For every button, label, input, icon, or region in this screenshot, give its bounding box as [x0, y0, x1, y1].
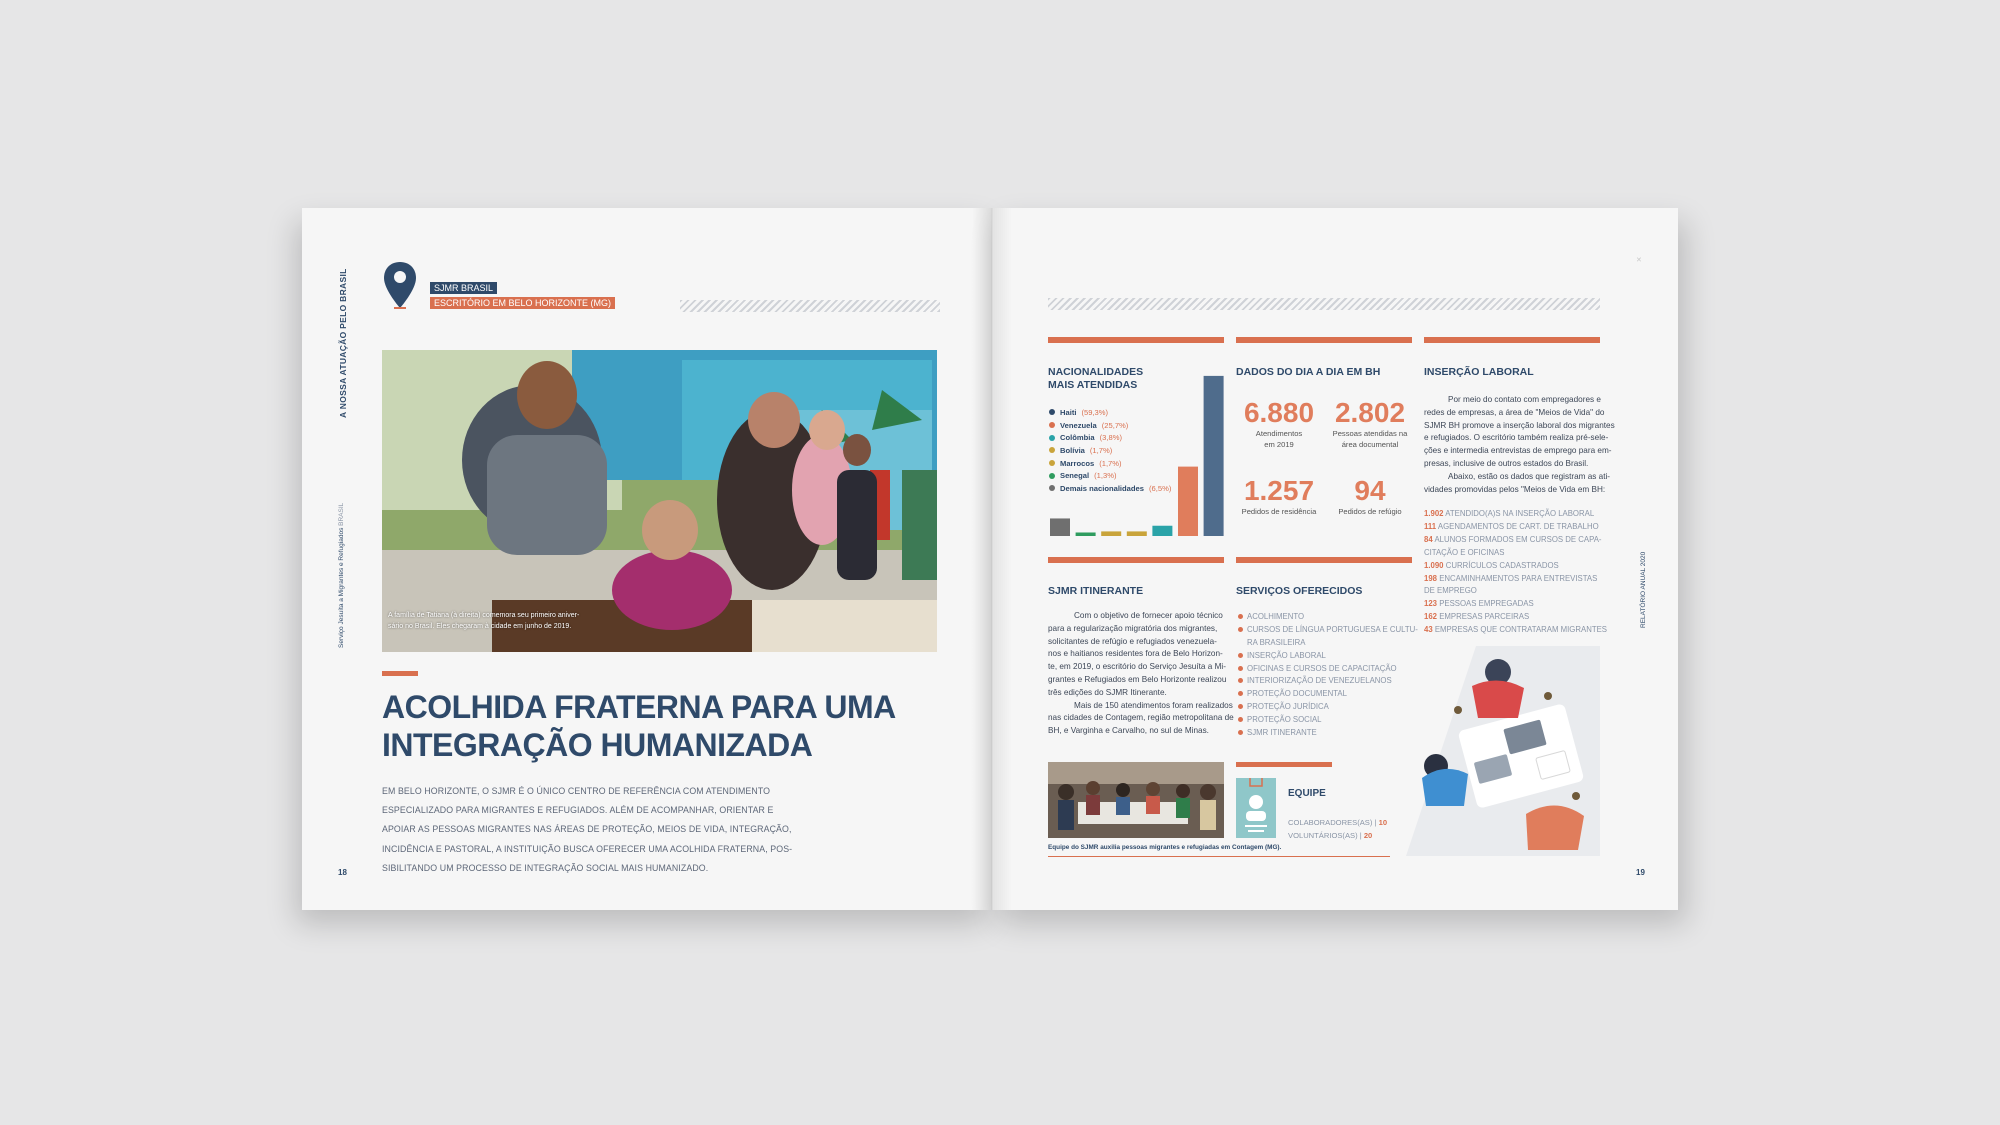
labor-item — [1424, 547, 1604, 560]
location-pin-icon — [382, 260, 418, 310]
team-illustration — [1406, 646, 1600, 856]
labor-item-text: ALUNOS FORMADOS EM CURSOS DE CAPA- — [1434, 534, 1602, 544]
stat-attendances — [1238, 398, 1320, 450]
legend-pct: (1,7%) — [1099, 458, 1122, 468]
legend-name: Venezuela — [1060, 420, 1097, 430]
id-badge-icon — [1236, 778, 1276, 838]
labor-item — [1424, 598, 1604, 611]
stat-label: Pedidos de residência — [1241, 507, 1317, 516]
bullet-icon — [1238, 730, 1243, 735]
service-item-text: CURSOS DE LÍNGUA PORTUGUESA E CULTU- — [1247, 624, 1418, 634]
section-bar — [1048, 557, 1224, 563]
labor-item-number: 43 — [1424, 625, 1433, 635]
labor-item — [1424, 585, 1604, 598]
page-number-left: 18 — [338, 868, 347, 877]
stat-value: 6.880 — [1243, 397, 1315, 428]
collaborators-label: COLABORADORES(AS) | — [1288, 818, 1377, 827]
service-item-text: INTERIORIZAÇÃO DE VENEZUELANOS — [1247, 676, 1392, 686]
nationalities-title-line1: NACIONALIDADES — [1048, 366, 1144, 378]
legend-pct: (3,8%) — [1099, 433, 1122, 443]
services-list — [1238, 610, 1418, 739]
page-title-line2: INTEGRAÇÃO HUMANIZADA — [382, 727, 813, 763]
team-counts — [1288, 817, 1387, 843]
labor-item-text: ENCAMINHAMENTOS PARA ENTREVISTAS — [1439, 573, 1598, 583]
labor-item — [1424, 624, 1607, 637]
itinerant-text-line: nas cidades de Contagem, região metropolitana de — [1048, 713, 1234, 723]
labor-item-number: 1.902 — [1424, 509, 1444, 518]
labor-text-line: redes de empresas, a área de "Meios de Vida" do — [1424, 407, 1605, 417]
stat-label: em 2019 — [1264, 440, 1294, 449]
itinerant-text-line: para a regularização migratória dos migrantes, — [1048, 623, 1218, 633]
labor-item-text: DE EMPREGO — [1424, 586, 1477, 596]
legend-pct: (25,7%) — [1101, 420, 1129, 430]
intro-line: ESPECIALIZADO PARA MIGRANTES E REFUGIADOS. ALÉM DE ACOMPANHAR, ORIENTAR E — [382, 805, 774, 816]
labor-item-text: AGENDAMENTOS DE CART. DE TRABALHO — [1437, 521, 1599, 531]
service-item — [1238, 687, 1418, 700]
photo-caption-line1: A família de Tatiana (à direita) comemora seu primeiro aniver- — [388, 612, 580, 619]
tag-sjmr-brasil: SJMR BRASIL — [430, 282, 497, 294]
labor-item — [1424, 534, 1604, 547]
bullet-icon — [1238, 653, 1243, 658]
team-photo-caption: Equipe do SJMR auxilia pessoas migrantes e refugiadas em Contagem (MG). — [1048, 844, 1282, 851]
service-item-text: INSERÇÃO LABORAL — [1247, 650, 1326, 660]
legend-name: Marrocos — [1060, 458, 1095, 468]
labor-item-text: PESSOAS EMPREGADAS — [1439, 599, 1534, 609]
intro-line: EM BELO HORIZONTE, O SJMR É O ÚNICO CENTRO DE REFERÊNCIA COM ATENDIMENTO — [382, 786, 771, 796]
legend-pct: (6,5%) — [1149, 483, 1172, 493]
team-bar — [1236, 762, 1332, 767]
labor-item — [1424, 560, 1604, 573]
stat-label: Pedidos de refúgio — [1338, 507, 1402, 516]
bullet-icon — [1238, 614, 1243, 619]
service-item — [1238, 662, 1418, 675]
bullet-icon — [1238, 717, 1243, 722]
service-item-text: ACOLHIMENTO — [1247, 611, 1305, 621]
volunteers-label: VOLUNTÁRIOS(AS) | — [1288, 830, 1362, 840]
hatch-divider — [680, 300, 940, 312]
service-item-text: RA BRASILEIRA — [1247, 637, 1306, 647]
volunteers-value: 20 — [1363, 830, 1373, 840]
labor-item — [1424, 508, 1604, 521]
labor-item — [1424, 573, 1604, 586]
itinerant-text-line: solicitantes de refúgio e refugiados venezuela- — [1048, 636, 1217, 646]
labor-title: INSERÇÃO LABORAL — [1424, 366, 1534, 378]
services-title: SERVIÇOS OFERECIDOS — [1236, 585, 1363, 597]
stat-label: Pessoas atendidas na — [1332, 429, 1408, 438]
service-item-text: OFICINAS E CURSOS DE CAPACITAÇÃO — [1247, 663, 1397, 673]
service-item — [1238, 623, 1418, 636]
itinerant-title: SJMR ITINERANTE — [1048, 585, 1144, 597]
bar-demais-nacionalidades — [1050, 518, 1070, 536]
labor-text-line: ções e intermedia entrevistas de emprego para em- — [1424, 446, 1612, 456]
labor-text-line: presas, inclusive de outros estados do Brasil. — [1424, 458, 1589, 468]
labor-item-text: ATENDIDO(A)S NA INSERÇÃO LABORAL — [1445, 509, 1595, 518]
team-title: EQUIPE — [1288, 788, 1326, 799]
service-item-text: PROTEÇÃO SOCIAL — [1247, 715, 1322, 725]
service-item — [1238, 700, 1418, 713]
intro-line: INCIDÊNCIA E PASTORAL, A INSTITUIÇÃO BUSCA OFERECER UMA ACOLHIDA FRATERNA, POS- — [382, 843, 793, 854]
labor-text-line: e refugiados. O escritório também realiza pré-sele- — [1424, 433, 1609, 443]
legend-pct: (59,3%) — [1081, 407, 1109, 417]
side-tab-right — [1640, 538, 1652, 628]
side-org-country: BRASIL — [338, 502, 345, 526]
labor-text — [1424, 394, 1615, 496]
daily-title: DADOS DO DIA A DIA EM BH — [1236, 366, 1381, 378]
legend-name: Haiti — [1060, 407, 1077, 417]
corner-mark-icon: ✕ — [1636, 257, 1642, 264]
side-org — [338, 502, 352, 648]
itinerant-text-line: nos e haitianos residentes fora de Belo Horizon- — [1048, 649, 1223, 659]
labor-item-text: EMPRESAS PARCEIRAS — [1439, 612, 1530, 622]
tag-office: ESCRITÓRIO EM BELO HORIZONTE (MG) — [430, 297, 615, 309]
bullet-icon — [1238, 691, 1243, 696]
stat-value: 1.257 — [1243, 475, 1315, 506]
stat-documental — [1326, 398, 1414, 450]
stat-refuge — [1326, 476, 1414, 517]
labor-item-number: 84 — [1424, 534, 1433, 544]
bar-bol-via — [1127, 531, 1147, 536]
labor-item-number: 1.090 — [1424, 560, 1444, 570]
intro-line: APOIAR AS PESSOAS MIGRANTES NAS ÁREAS DE PROTEÇÃO, MEIOS DE VIDA, INTEGRAÇÃO, — [382, 824, 792, 835]
section-bar — [1236, 337, 1412, 343]
collaborators-value: 10 — [1378, 818, 1388, 827]
service-item — [1238, 636, 1418, 649]
itinerant-text-line: três edições do SJMR Itinerante. — [1048, 687, 1167, 697]
itinerant-text-line: Com o objetivo de fornecer apoio técnico — [1074, 611, 1223, 620]
section-bar — [1424, 337, 1600, 343]
title-accent — [382, 671, 418, 676]
bullet-icon — [1238, 666, 1243, 671]
labor-list — [1424, 508, 1607, 637]
photo-caption — [388, 610, 579, 632]
labor-item-number: 123 — [1424, 599, 1438, 609]
side-org-name: Serviço Jesuíta a Migrantes e Refugiados — [338, 527, 345, 648]
stat-residence — [1238, 476, 1320, 517]
labor-item-text: CITAÇÃO E OFICINAS — [1424, 547, 1505, 557]
side-tab-text: A NOSSA ATUAÇÃO PELO BRASIL — [338, 268, 348, 418]
labor-item — [1424, 611, 1604, 624]
labor-text-line: SJMR BH promove a inserção laboral dos migrantes — [1424, 420, 1615, 430]
section-bar — [1236, 557, 1412, 563]
bar-col-mbia — [1152, 526, 1172, 536]
legend-name: Colômbia — [1060, 433, 1095, 443]
itinerant-text — [1048, 610, 1234, 738]
service-item — [1238, 649, 1418, 662]
photo-caption-line2: sário no Brasil. Eles chegaram à cidade em junho de 2019. — [388, 623, 572, 630]
stat-label: área documental — [1341, 440, 1399, 449]
left-page — [302, 208, 992, 910]
labor-text-line: Por meio do contato com empregadores e — [1448, 395, 1601, 404]
right-page — [992, 208, 1678, 910]
itinerant-text-line: grantes e Refugiados em Belo Horizonte realizou — [1048, 674, 1227, 684]
bar-senegal — [1076, 532, 1096, 536]
service-item-text: SJMR ITINERANTE — [1247, 727, 1317, 737]
labor-item-number: 111 — [1424, 521, 1437, 531]
side-tab-right-text: RELATÓRIO ANUAL 2020 — [1640, 551, 1647, 628]
hatch-divider-right — [1048, 298, 1600, 310]
family-photo — [382, 350, 937, 652]
labor-item-text: CURRÍCULOS CADASTRADOS — [1445, 560, 1559, 570]
labor-item-number: 162 — [1424, 612, 1438, 622]
bullet-icon — [1238, 704, 1243, 709]
side-tab — [338, 258, 352, 418]
nationalities-bar-chart — [1048, 368, 1224, 538]
intro-paragraph — [382, 782, 793, 878]
bullet-icon — [1238, 627, 1243, 632]
team-photo — [1048, 762, 1224, 838]
service-item-text: PROTEÇÃO DOCUMENTAL — [1247, 689, 1347, 699]
labor-text-line: Abaixo, estão os dados que registram as ati- — [1448, 471, 1611, 481]
section-bar — [1048, 337, 1224, 343]
bar-marrocos — [1101, 531, 1121, 536]
labor-item-text: EMPRESAS QUE CONTRATARAM MIGRANTES — [1434, 625, 1607, 635]
service-item — [1238, 674, 1418, 687]
nationalities-title-line2: MAIS ATENDIDAS — [1048, 379, 1138, 391]
bullet-icon — [1238, 678, 1243, 683]
labor-item-number: 198 — [1424, 573, 1438, 583]
service-item — [1238, 713, 1418, 726]
bar-haiti — [1204, 376, 1224, 536]
bar-venezuela — [1178, 467, 1198, 536]
bottom-rule — [1048, 856, 1390, 857]
labor-item — [1424, 521, 1604, 534]
legend-name: Demais nacionalidades — [1060, 483, 1144, 493]
labor-text-line: vidades promovidas pelos "Meios de Vida em BH: — [1424, 484, 1606, 494]
stat-label: Atendimentos — [1255, 429, 1303, 438]
page-number-right: 19 — [1636, 868, 1645, 877]
intro-line: SIBILITANDO UM PROCESSO DE INTEGRAÇÃO SOCIAL MAIS HUMANIZADO. — [382, 862, 709, 873]
legend-pct: (1,3%) — [1094, 471, 1117, 481]
itinerant-text-line: Mais de 150 atendimentos foram realizados — [1074, 700, 1233, 710]
service-item-text: PROTEÇÃO JURÍDICA — [1247, 702, 1329, 712]
legend-name: Senegal — [1060, 471, 1090, 481]
stat-value: 94 — [1354, 475, 1386, 506]
page-title-line1: ACOLHIDA FRATERNA PARA UMA — [382, 689, 896, 725]
legend-pct: (1,7%) — [1089, 445, 1113, 455]
legend-name: Bolívia — [1060, 445, 1085, 455]
service-item — [1238, 610, 1418, 623]
page-title — [382, 688, 896, 764]
service-item — [1238, 726, 1418, 739]
itinerant-text-line: BH, e Varginha e Carvalho, no sul de Minas. — [1048, 726, 1209, 736]
itinerant-text-line: te, em 2019, o escritório do Serviço Jesuíta a Mi- — [1048, 662, 1226, 672]
stat-value: 2.802 — [1334, 397, 1406, 428]
